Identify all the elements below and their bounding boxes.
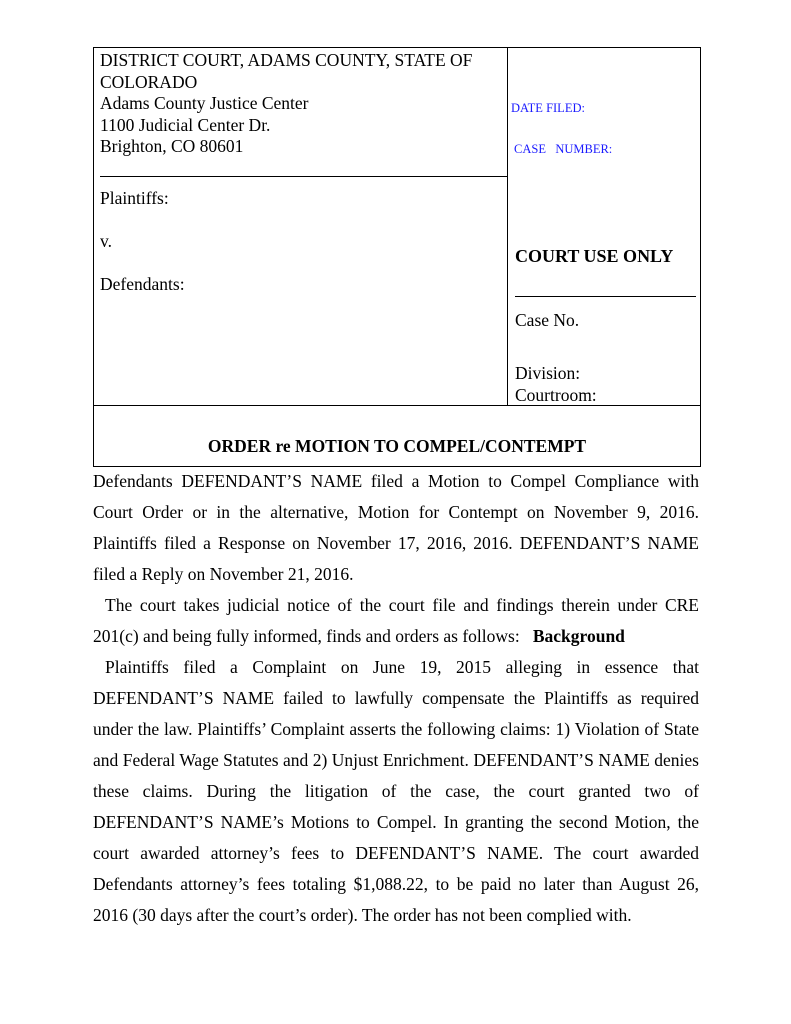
date-filed-label: DATE FILED: — [511, 101, 585, 115]
court-building: Adams County Justice Center — [100, 93, 309, 113]
court-street: 1100 Judicial Center Dr. — [100, 114, 271, 135]
case-number-label: CASE NUMBER: — [514, 142, 613, 156]
paragraph-motion-history: Defendants DEFENDANT’S NAME filed a Motion to Compel Compliance with Court Order or in the alternative, Motion for Contempt on November 9, 2016. Plaintiffs filed a Response on November 17, 2016, 2016. DEFENDANT’S NAME filed a Reply on November 21, 2016. — [93, 471, 699, 584]
caption-divider — [100, 176, 507, 177]
division-label: Division: — [515, 363, 581, 383]
order-title: ORDER re MOTION TO COMPEL/CONTEMPT — [207, 436, 587, 456]
caption-right-column — [508, 48, 701, 405]
case-no-label: Case No. — [515, 310, 580, 330]
paragraph-judicial-notice — [93, 590, 699, 652]
court-address-block — [100, 50, 500, 158]
court-city: Brighton, CO 80601 — [100, 136, 244, 156]
versus-label: v. — [100, 231, 112, 251]
court-use-only-heading: COURT USE ONLY — [515, 246, 674, 266]
order-title-row — [94, 405, 700, 467]
plaintiffs-label: Plaintiffs: — [100, 188, 169, 208]
court-name-line-2: COLORADO — [100, 71, 198, 92]
courtroom-label: Courtroom: — [515, 385, 597, 405]
paragraph-background: Plaintiffs filed a Complaint on June 19, 2015 alleging in essence that DEFENDANT’S NAME failed to lawfully compensate the Plaintiffs as required under the law. Plaintiffs’ Complaint asserts the following claims: 1) Violation of State and Federal Wage Statutes and 2) Unjust Enrichment. DEFENDANT’S NAME denies these claims. During the litigation of the case, the court granted two of DEFENDANT’S NAME’s Motions to Compel. In granting the second Motion, the court awarded attorney’s fees to DEFENDANT’S NAME. The court awarded Defendants attorney’s fees totaling $1,088.22, to be paid no later than August 26, 2016 (30 days after the court’s order). The order has not been complied with. — [93, 657, 699, 925]
caption-left-column — [94, 48, 508, 405]
background-heading: Background — [532, 626, 625, 646]
case-caption-table — [93, 47, 701, 467]
court-use-divider — [515, 296, 696, 297]
defendants-label: Defendants: — [100, 274, 185, 294]
court-name-line-1: DISTRICT COURT, ADAMS COUNTY, STATE OF — [100, 50, 473, 70]
order-body — [93, 466, 699, 931]
judicial-notice-text: The court takes judicial notice of the court file and findings therein under CRE 201(c) and being fully informed, finds and orders as follows: — [93, 595, 699, 646]
